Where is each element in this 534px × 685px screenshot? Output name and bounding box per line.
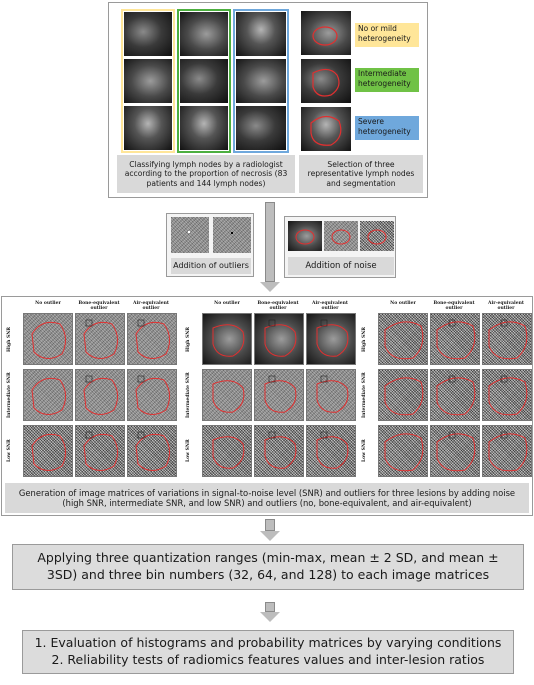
matrix-cell (430, 425, 480, 477)
ct-image (236, 59, 286, 103)
column-label-air-outlier: Air-equivalent outlier (133, 301, 169, 311)
matrix-cell (378, 369, 428, 421)
matrix-cell (482, 369, 532, 421)
matrix-cell (306, 313, 356, 365)
segmentation-contour (301, 107, 351, 151)
matrix-cell (75, 425, 125, 477)
representative-node-image (301, 11, 351, 55)
representative-node-image (301, 59, 351, 103)
matrix-cell (254, 425, 304, 477)
column-label-bone-outlier: Bone-equivalent outlier (433, 301, 475, 311)
lesion-matrix-1 (5, 301, 177, 481)
ct-image (180, 59, 228, 103)
column-label-bone-outlier: Bone-equivalent outlier (257, 301, 299, 311)
flow-arrow (265, 519, 275, 531)
noise-patch (324, 221, 358, 251)
matrix-cell (127, 425, 177, 477)
row-label-high-snr: High SNR (7, 326, 12, 352)
matrix-cell (430, 313, 480, 365)
row-label-intermediate-snr: Intermediate SNR (7, 372, 12, 418)
classification-caption: Classifying lymph nodes by a radiologist according to the proportion of necrosis (83 patients and 144 lymph nodes) (117, 155, 295, 193)
matrix-cell (482, 425, 532, 477)
ct-image (124, 59, 172, 103)
flow-arrow-head (260, 531, 280, 541)
heterogeneity-label-intermediate: Intermediate heterogeneity (355, 68, 419, 92)
matrix-cell (23, 313, 73, 365)
column-label-air-outlier: Air-equivalent outlier (312, 301, 348, 311)
matrix-cell (23, 369, 73, 421)
matrix-cell (306, 425, 356, 477)
evaluation-line-2: 2. Reliability tests of radiomics features values and inter-lesion ratios (51, 652, 485, 667)
flow-arrow-head (260, 612, 280, 622)
matrix-cell (482, 313, 532, 365)
column-label-air-outlier: Air-equivalent outlier (488, 301, 524, 311)
noise-patch (360, 221, 394, 251)
flow-arrow (265, 202, 275, 282)
heterogeneity-label-severe: Severe heterogeneity (355, 116, 419, 140)
heterogeneity-label-none: No or mild heterogeneity (355, 23, 419, 47)
quantization-box: Applying three quantization ranges (min-max, mean ± 2 SD, and mean ± 3SD) and three bin numbers (32, 64, and 128) to each image matrices (12, 544, 524, 590)
row-label-intermediate-snr: Intermediate SNR (362, 372, 367, 418)
matrix-panel (1, 296, 533, 516)
flow-arrow (265, 602, 275, 612)
top-panel (108, 2, 428, 198)
row-label-high-snr: High SNR (362, 326, 367, 352)
matrix-cell (378, 425, 428, 477)
matrix-cell (127, 369, 177, 421)
matrix-cell (75, 369, 125, 421)
row-label-low-snr: Low SNR (186, 439, 191, 463)
outlier-patch (171, 217, 209, 253)
matrix-caption: Generation of image matrices of variations in signal-to-noise level (SNR) and outliers for three lesions by adding noise (high SNR, intermediate SNR, and low SNR) and outliers (no, bone-equivalent, and air-equivalent) (5, 483, 529, 513)
selection-caption: Selection of three representative lymph nodes and segmentation (299, 155, 423, 193)
matrix-cell (202, 313, 252, 365)
column-label-no-outlier: No outlier (390, 301, 416, 306)
row-label-intermediate-snr: Intermediate SNR (186, 372, 191, 418)
matrix-cell (75, 313, 125, 365)
matrix-cell (254, 369, 304, 421)
matrix-cell (430, 369, 480, 421)
matrix-cell (202, 425, 252, 477)
row-label-high-snr: High SNR (186, 326, 191, 352)
representative-nodes (301, 11, 351, 151)
noise-box (284, 216, 396, 278)
ct-image (180, 106, 228, 150)
row-label-low-snr: Low SNR (362, 439, 367, 463)
column-label-bone-outlier: Bone-equivalent outlier (78, 301, 120, 311)
ct-image (236, 12, 286, 56)
outlier-patch (213, 217, 251, 253)
ct-grid (121, 9, 291, 153)
ct-image (180, 12, 228, 56)
evaluation-box (22, 630, 514, 674)
noise-patch (288, 221, 322, 251)
column-label-no-outlier: No outlier (35, 301, 61, 306)
lesion-matrix-2 (184, 301, 356, 481)
ct-image (236, 106, 286, 150)
flow-arrow-head (260, 282, 280, 292)
ct-image (124, 12, 172, 56)
row-label-low-snr: Low SNR (7, 439, 12, 463)
matrix-cell (254, 313, 304, 365)
column-label-no-outlier: No outlier (214, 301, 240, 306)
segmentation-contour (301, 11, 351, 55)
outliers-box (166, 213, 254, 277)
noise-label: Addition of noise (288, 257, 394, 275)
matrix-cell (202, 369, 252, 421)
matrix-cell (306, 369, 356, 421)
segmentation-contour (301, 59, 351, 103)
representative-node-image (301, 107, 351, 151)
outliers-label: Addition of outliers (171, 258, 251, 274)
matrix-cell (23, 425, 73, 477)
matrix-cell (127, 313, 177, 365)
matrix-cell (378, 313, 428, 365)
lesion-matrix-3 (360, 301, 532, 481)
ct-image (124, 106, 172, 150)
evaluation-line-1: 1. Evaluation of histograms and probability matrices by varying conditions (34, 635, 502, 651)
